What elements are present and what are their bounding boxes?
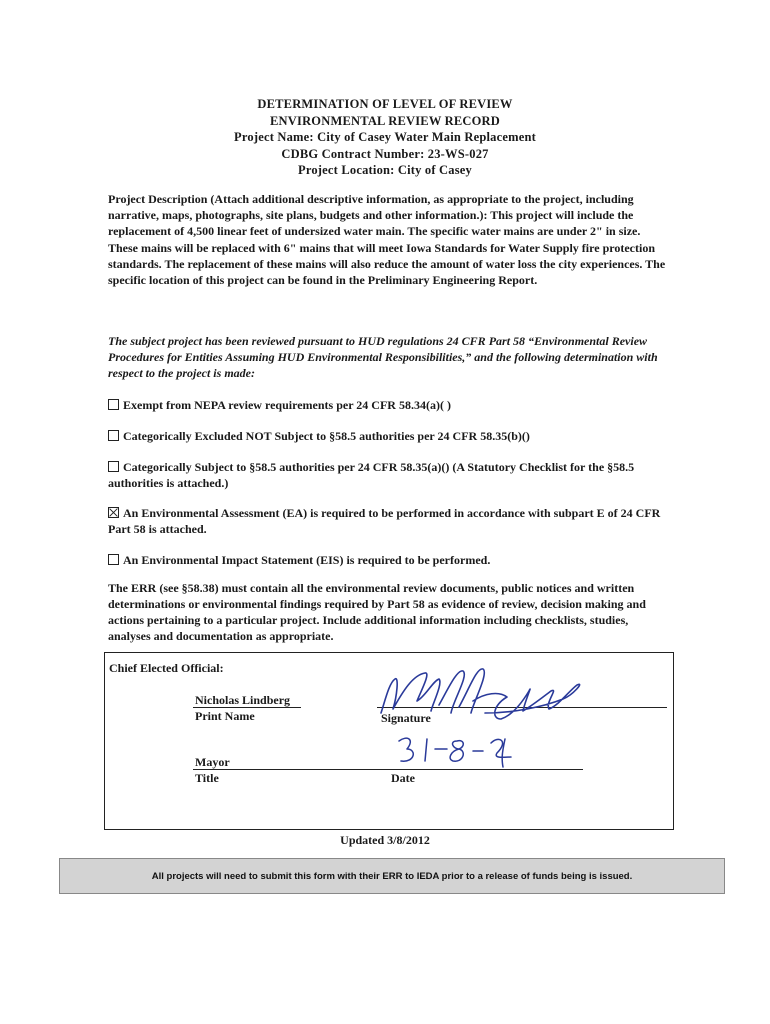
submission-notice-banner: All projects will need to submit this form with their ERR to IEDA prior to a release of funds being is issued. bbox=[59, 858, 725, 894]
review-statement: The subject project has been reviewed pursuant to HUD regulations 24 CFR Part 58 “Environmental Review Procedures for Entities Assuming HUD Environmental Responsibilities,” and the following determination with respect to the project is made: bbox=[108, 334, 658, 380]
date-label: Date bbox=[391, 771, 415, 785]
print-name-label: Print Name bbox=[195, 709, 255, 723]
document-header bbox=[160, 96, 610, 179]
checkbox-categorically-subject[interactable] bbox=[108, 461, 119, 472]
option-environmental-assessment[interactable] bbox=[108, 505, 668, 537]
title-date-line bbox=[193, 769, 583, 770]
title-label: Title bbox=[195, 771, 219, 785]
checkbox-categorically-excluded[interactable] bbox=[108, 430, 119, 441]
option-environmental-assessment-label: An Environmental Assessment (EA) is required to be performed in accordance with subpart E of 24 CFR Part 58 is attached. bbox=[108, 506, 661, 536]
updated-date: Updated 3/8/2012 bbox=[340, 833, 430, 847]
title-value: Mayor bbox=[195, 755, 230, 769]
err-statement: The ERR (see §58.38) must contain all the environmental review documents, public notices and written determinations or environmental findings required by Part 58 as evidence of review, decision making and actions pertaining to a particular project. Include additional information including checklists, studies, analyses and documentation as appropriate. bbox=[108, 581, 646, 643]
project-description: Project Description (Attach additional descriptive information, as appropriate to the project, including narrative, maps, photographs, site plans, budgets and other information.): This project will include the replacement of 4,500 linear feet of undersized water main. The specific water mains are under 2" in size. These mains will be replaced with 6" mains that will meet Iowa Standards for Water Supply fire protection standards. The replacement of these mains will also reduce the amount of water loss the city experiences. The specific location of this project can be found in the Preliminary Engineering Report. bbox=[108, 192, 666, 288]
checkbox-exempt[interactable] bbox=[108, 399, 119, 410]
option-environmental-impact-statement[interactable] bbox=[108, 552, 668, 568]
option-exempt-label: Exempt from NEPA review requirements per 24 CFR 58.34(a)( ) bbox=[123, 398, 451, 412]
signature-label: Signature bbox=[381, 711, 431, 725]
option-categorically-subject[interactable] bbox=[108, 459, 668, 491]
print-name-line bbox=[193, 707, 301, 708]
checkbox-environmental-assessment-checked[interactable] bbox=[108, 507, 119, 518]
project-location: Project Location: City of Casey bbox=[298, 163, 472, 177]
header-title: DETERMINATION OF LEVEL OF REVIEW bbox=[257, 97, 513, 111]
handwritten-signature-icon bbox=[373, 661, 593, 731]
option-exempt[interactable] bbox=[108, 397, 668, 413]
option-environmental-impact-statement-label: An Environmental Impact Statement (EIS) is required to be performed. bbox=[123, 553, 491, 567]
option-categorically-subject-label: Categorically Subject to §58.5 authorities per 24 CFR 58.35(a)() (A Statutory Checklist for the §58.5 authorities is attached.) bbox=[108, 460, 635, 490]
project-name: Project Name: City of Casey Water Main Replacement bbox=[234, 130, 536, 144]
print-name-value: Nicholas Lindberg bbox=[195, 693, 291, 707]
chief-elected-official-heading: Chief Elected Official: bbox=[109, 661, 224, 675]
option-categorically-excluded-label: Categorically Excluded NOT Subject to §58.5 authorities per 24 CFR 58.35(b)() bbox=[123, 429, 530, 443]
contract-number: CDBG Contract Number: 23-WS-027 bbox=[281, 146, 489, 161]
handwritten-date-icon bbox=[393, 731, 523, 771]
header-subtitle: ENVIRONMENTAL REVIEW RECORD bbox=[270, 113, 500, 128]
signature-block bbox=[104, 652, 674, 830]
option-categorically-excluded[interactable] bbox=[108, 428, 668, 444]
checkbox-environmental-impact-statement[interactable] bbox=[108, 554, 119, 565]
